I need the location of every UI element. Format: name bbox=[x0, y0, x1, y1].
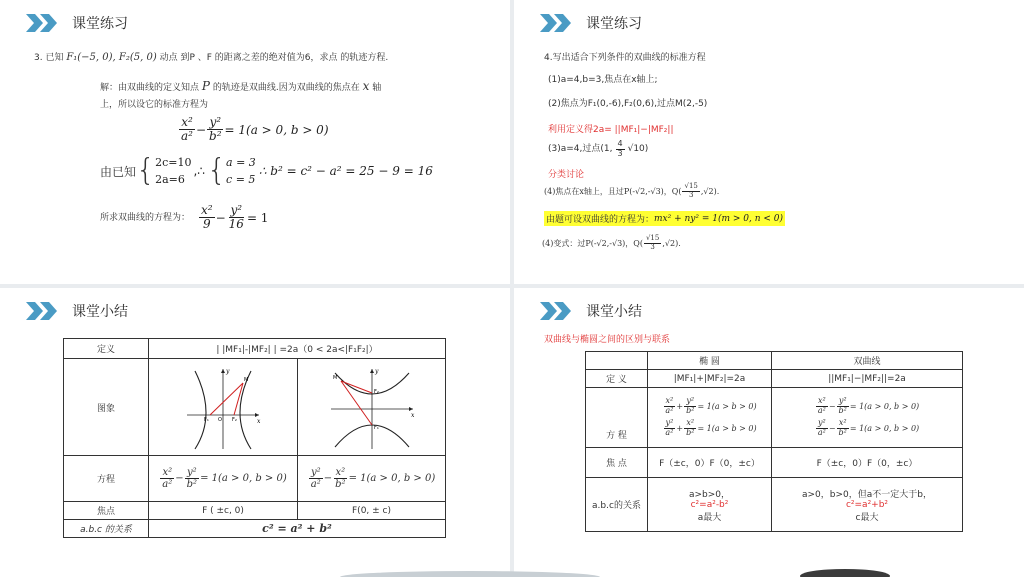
graph-x-axis-hyperbola bbox=[149, 359, 298, 456]
table-row bbox=[64, 520, 446, 538]
answer-line: 所求双曲线的方程为： $\frac{\text{x²}}{9}$ − $\frac{\text{y²}}{16}$ = 1 bbox=[100, 203, 269, 232]
corner-cell bbox=[586, 352, 648, 370]
table-row bbox=[64, 456, 446, 502]
point-label-F2: F₂ bbox=[232, 417, 237, 423]
row-label-abc: a.b.c的关系 bbox=[586, 478, 648, 532]
point-label-F1: F₁ bbox=[373, 425, 379, 431]
table-row bbox=[586, 370, 963, 388]
panel-header bbox=[540, 12, 642, 34]
bottom-decoration bbox=[340, 571, 600, 577]
table-row bbox=[64, 359, 446, 456]
row-label-graph: 图象 bbox=[64, 359, 149, 456]
panel-title: 课堂练习 bbox=[586, 16, 642, 32]
focus-x-axis: F ( ±c, 0) bbox=[149, 502, 298, 520]
panel-header bbox=[26, 300, 128, 322]
comparison-subtitle: 双曲线与椭圆之间的区别与联系 bbox=[544, 335, 671, 345]
double-chevron-icon bbox=[540, 14, 578, 32]
graph-y-axis-hyperbola bbox=[298, 359, 446, 456]
abc-relation: c² = a² + b² bbox=[149, 520, 446, 538]
question-3: 3. 已知 F₁(−5, 0), F₂(5, 0) 动点 到P 、F 的距离之差的绝对值为6，求点 的轨迹方程. bbox=[34, 52, 389, 63]
table-row bbox=[586, 352, 963, 370]
row-label-focus: 焦点 bbox=[64, 502, 149, 520]
focus-y-axis: F(0, ± c) bbox=[298, 502, 446, 520]
double-chevron-icon bbox=[26, 14, 64, 32]
def-hyperbola: ||MF₁|−|MF₂||=2a bbox=[772, 370, 963, 388]
hint-definition: 利用定义得2a= ||MF₁|−|MF₂|| bbox=[548, 125, 674, 135]
table-row bbox=[586, 388, 963, 448]
eq-ellipse: $\frac{\text{x²}}{\text{a²}}$ + $\frac{\text{y²}}{\text{b²}}$ = 1(a > b > 0) $\frac{\text{y²}}{\text{a²}}$ + $\frac{\text{x²}}{\text{b²}}$ = 1(a > b > 0) bbox=[648, 388, 772, 448]
ellipse-hyperbola-table bbox=[585, 351, 963, 532]
point-label-M: M bbox=[332, 375, 337, 381]
abc-hyperbola: a>0，b>0，但a不一定大于b， c²=a²+b² c最大 bbox=[772, 478, 963, 532]
origin-label: O bbox=[218, 417, 222, 423]
solution-line-2: 上，所以设它的标准方程为 bbox=[100, 100, 209, 110]
row-label-equation: 方程 bbox=[64, 456, 149, 502]
panel-exercise-3 bbox=[0, 0, 510, 284]
panel-summary-comparison bbox=[514, 288, 1024, 577]
def-ellipse: |MF₁|+|MF₂|=2a bbox=[648, 370, 772, 388]
item-4-variant: (4)变式：过P(-√2,-√3)，Q( $\frac{√15}{3}$ ,√2). bbox=[542, 234, 681, 251]
double-chevron-icon bbox=[26, 302, 64, 320]
row-label-definition: 定义 bbox=[64, 339, 149, 359]
standard-equation: $\frac{\text{x²}}{\text{a²}}$ − $\frac{\text{y²}}{\text{b²}}$ = 1(a > 0, b > 0) bbox=[181, 115, 329, 144]
row-label-definition: 定 义 bbox=[586, 370, 648, 388]
axis-label-x: x bbox=[257, 418, 261, 425]
hyperbola-summary-table bbox=[63, 338, 446, 538]
question-4-title: 4.写出适合下列条件的双曲线的标准方程 bbox=[544, 53, 706, 63]
item-1: (1)a=4,b=3,焦点在x轴上; bbox=[548, 75, 658, 85]
item-2: (2)焦点为F₁(0,-6),F₂(0,6),过点M(2,-5) bbox=[548, 99, 708, 109]
axis-label-x: x bbox=[410, 412, 414, 419]
table-row bbox=[64, 502, 446, 520]
equation-x-axis: $\frac{\text{x²}}{\text{a²}}$ − $\frac{\text{y²}}{\text{b²}}$ = 1(a > 0, b > 0) bbox=[149, 456, 298, 502]
row-label-focus: 焦 点 bbox=[586, 448, 648, 478]
item-3: (3)a=4,过点(1, $\frac{4}{3}$ √10) bbox=[548, 139, 649, 158]
point-label-F1: F₁ bbox=[204, 417, 209, 423]
hyperbola-y-graph bbox=[327, 363, 417, 451]
point-label-F2: F₂ bbox=[373, 389, 379, 395]
panel-title: 课堂小结 bbox=[72, 304, 128, 320]
row-label-equation: 方 程 bbox=[586, 388, 648, 448]
point-label-M: M bbox=[244, 377, 249, 383]
row-label-abc: a.b.c 的关系 bbox=[64, 520, 149, 538]
item-4: (4)焦点在x轴上，且过P(-√2,-√3)，Q( $\frac{√15}{3}$ ,√2). bbox=[544, 182, 720, 199]
known-conditions: 由已知 { 2c=10 2a=6 ,∴ { a = 3 c = 5 ∴ b² = c² − a² = 25 − 9 = 16 bbox=[100, 153, 433, 188]
table-row bbox=[586, 448, 963, 478]
panel-header bbox=[540, 300, 642, 322]
axis-label-y: y bbox=[226, 368, 230, 375]
col-header-ellipse: 椭 圆 bbox=[648, 352, 772, 370]
highlight-assumption: 由题可设双曲线的方程为： mx² + ny² = 1(m > 0, n < 0) bbox=[544, 211, 785, 226]
focus-hyperbola: F（±c，0）F（0，±c） bbox=[772, 448, 963, 478]
col-header-hyperbola: 双曲线 bbox=[772, 352, 963, 370]
panel-exercise-4 bbox=[514, 0, 1024, 284]
axis-label-y: y bbox=[374, 368, 378, 375]
double-chevron-icon bbox=[540, 302, 578, 320]
eq-hyperbola: $\frac{\text{x²}}{\text{a²}}$ − $\frac{\text{y²}}{\text{b²}}$ = 1(a > 0, b > 0) $\frac{\text{y²}}{\text{a²}}$ − $\frac{\text{x²}}{\text{b²}}$ = 1(a > 0, b > 0) bbox=[772, 388, 963, 448]
panel-title: 课堂小结 bbox=[586, 304, 642, 320]
table-row bbox=[64, 339, 446, 359]
equation-y-axis: $\frac{\text{y²}}{\text{a²}}$ − $\frac{\text{x²}}{\text{b²}}$ = 1(a > 0, b > 0) bbox=[298, 456, 446, 502]
panel-header bbox=[26, 12, 128, 34]
focus-ellipse: F（±c，0）F（0，±c） bbox=[648, 448, 772, 478]
panel-summary-hyperbola bbox=[0, 288, 510, 577]
hyperbola-x-graph bbox=[183, 363, 263, 451]
solution-line-1: 解：由双曲线的定义知点 P 的轨迹是双曲线.因为双曲线的焦点在 x 轴 bbox=[100, 79, 382, 93]
abc-ellipse: a>b>0， c²=a²-b² a最大 bbox=[648, 478, 772, 532]
bottom-decoration-dark bbox=[800, 569, 890, 577]
definition-cell: | |MF₁|-|MF₂| | =2a（0 < 2a<|F₁F₂|） bbox=[149, 339, 446, 359]
hint-classification: 分类讨论 bbox=[548, 170, 585, 180]
table-row bbox=[586, 478, 963, 532]
panel-title: 课堂练习 bbox=[72, 16, 128, 32]
